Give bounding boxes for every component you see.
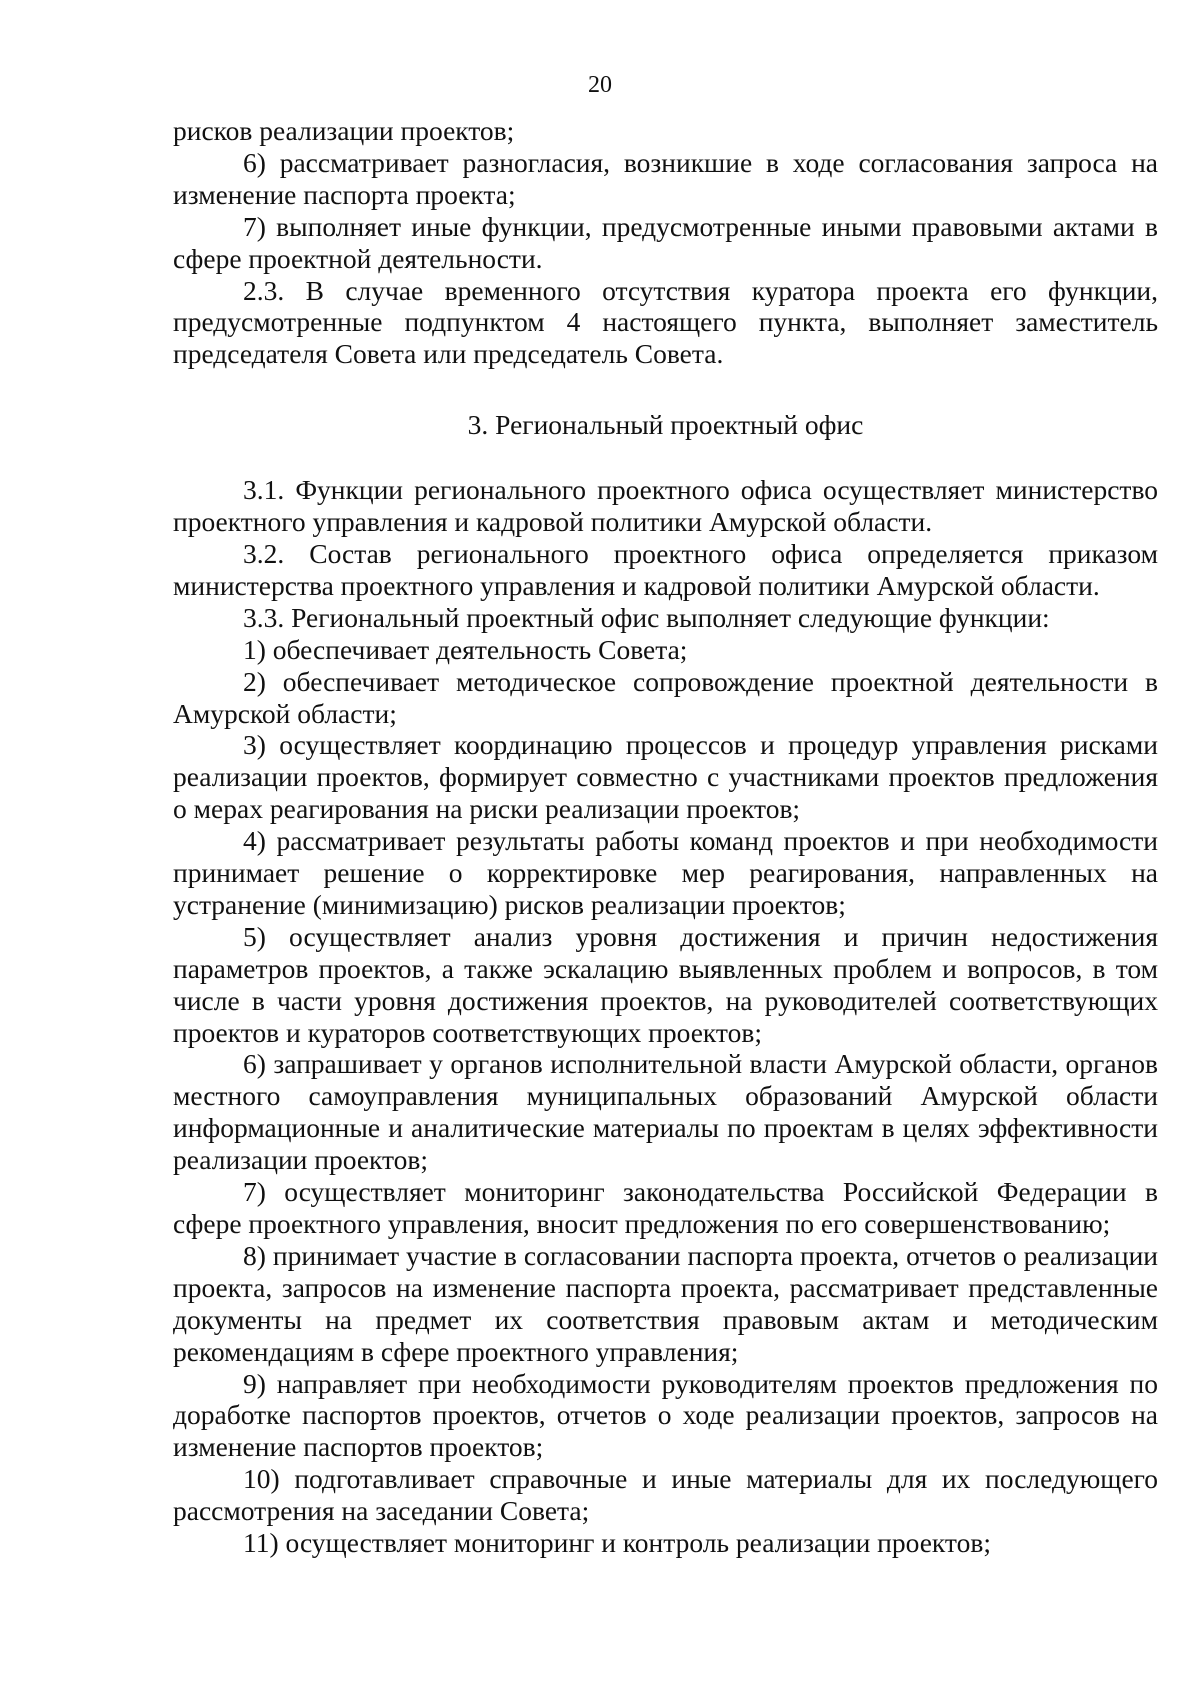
function-item-7: 7) осуществляет мониторинг законодательства Российской Федерации в сфере проектного управления, вносит предложения по его совершенствованию; [173, 1176, 1158, 1239]
paragraph-3-1: 3.1. Функции регионального проектного офиса осуществляет министерство проектного управления и кадровой политики Амурской области. [173, 474, 1158, 538]
function-item-3: 3) осуществляет координацию процессов и процедур управления рисками реализации проектов, формирует совместно с участниками проектов предложения о мерах реагирования на риски реализации проектов; [173, 729, 1158, 825]
function-item-11: 11) осуществляет мониторинг и контроль реализации проектов; [243, 1527, 991, 1559]
paragraph-3-2: 3.2. Состав регионального проектного офиса определяется приказом министерства проектного управления и кадровой политики Амурской области. [173, 537, 1158, 601]
paragraph-item-6: 6) рассматривает разногласия, возникшие в ходе согласования запроса на изменение паспорта проекта; [173, 146, 1158, 210]
paragraph-2-3: 2.3. В случае временного отсутствия куратора проекта его функции, предусмотренные подпунктом 4 настоящего пункта, выполняет заместитель председателя Совета или председатель Совета. [173, 274, 1158, 370]
page-number: 20 [588, 72, 612, 98]
function-item-8: 8) принимает участие в согласовании паспорта проекта, отчетов о реализации проекта, запросов на изменение паспорта проекта, рассматривает представленные документы на предмет их соответствия правовым актам и методическим рекомендациям в сфере проектного управления; [173, 1239, 1158, 1367]
paragraph-3-3: 3.3. Региональный проектный офис выполняет следующие функции: [243, 601, 1050, 633]
function-item-6: 6) запрашивает у органов исполнительной власти Амурской области, органов местного самоуправления муниципальных образований Амурской области информационные и аналитические материалы по проектам в целях эффективности реализации проектов; [173, 1048, 1158, 1176]
paragraph-continuation: рисков реализации проектов; [173, 115, 515, 146]
paragraph-item-7: 7) выполняет иные функции, предусмотренные иными правовыми актами в сфере проектной деятельности. [173, 210, 1158, 274]
function-item-1: 1) обеспечивает деятельность Совета; [243, 633, 688, 665]
function-item-10: 10) подготавливает справочные и иные материалы для их последующего рассмотрения на заседании Совета; [173, 1463, 1158, 1527]
function-item-4: 4) рассматривает результаты работы команд проектов и при необходимости принимает решение о корректировке мер реагирования, направленных на устранение (минимизацию) рисков реализации проектов; [173, 825, 1158, 920]
section-heading: 3. Региональный проектный офис [467, 409, 864, 441]
document-body [173, 115, 1158, 1559]
function-item-5: 5) осуществляет анализ уровня достижения и причин недостижения параметров проектов, а также эскалацию выявленных проблем и вопросов, в том числе в части уровня достижения проектов, на руководителей соответствующих проектов и кураторов соответствующих проектов; [173, 920, 1158, 1048]
function-item-2: 2) обеспечивает методическое сопровождение проектной деятельности в Амурской области; [173, 665, 1158, 729]
function-item-9: 9) направляет при необходимости руководителям проектов предложения по доработке паспортов проектов, отчетов о ходе реализации проектов, запросов на изменение паспортов проектов; [173, 1367, 1158, 1463]
